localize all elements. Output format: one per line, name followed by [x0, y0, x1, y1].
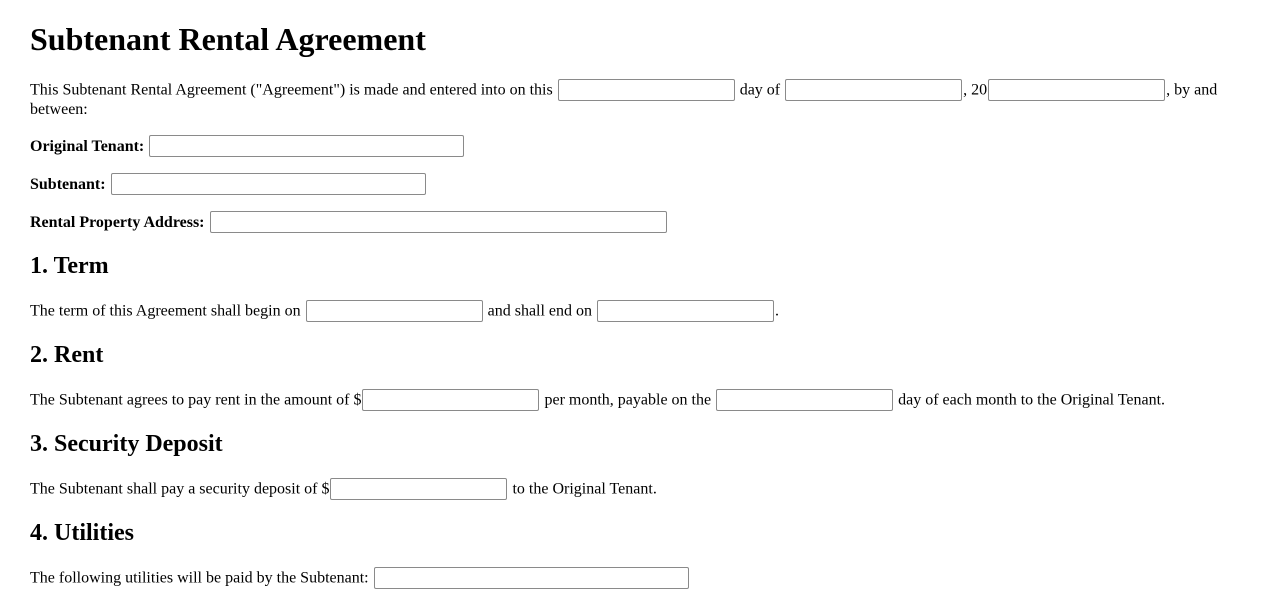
rent-paragraph — [30, 389, 1248, 411]
term-paragraph — [30, 300, 1248, 322]
section-utilities-heading: 4. Utilities — [30, 520, 134, 546]
agreement-year-input[interactable] — [988, 79, 1165, 101]
section-rent — [30, 342, 1248, 411]
rent-amount-input[interactable] — [362, 389, 539, 411]
original-tenant-row — [30, 135, 1248, 157]
section-utilities — [30, 520, 1248, 589]
security-deposit-amount-input[interactable] — [330, 478, 507, 500]
rent-text-day-of-month: day of each month to the Original Tenant. — [894, 391, 1166, 409]
agreement-day-input[interactable] — [558, 79, 735, 101]
term-text-begin-on: The term of this Agreement shall begin on — [30, 302, 305, 320]
subtenant-rental-agreement-document — [30, 21, 1248, 589]
intro-text-comma-20: , 20 — [963, 81, 988, 99]
section-security-deposit-heading: 3. Security Deposit — [30, 431, 223, 457]
rental-property-address-row — [30, 211, 1248, 233]
section-term-heading: 1. Term — [30, 253, 109, 279]
subtenant-label: Subtenant: — [30, 175, 106, 193]
page-title: Subtenant Rental Agreement — [30, 21, 426, 57]
original-tenant-input[interactable] — [149, 135, 464, 157]
term-end-date-input[interactable] — [597, 300, 774, 322]
intro-paragraph — [30, 79, 1248, 119]
rent-text-payable: per month, payable on the — [540, 391, 716, 409]
original-tenant-label: Original Tenant: — [30, 137, 145, 155]
security-deposit-paragraph — [30, 478, 1248, 500]
intro-text-day-of: day of — [735, 81, 785, 99]
term-text-period: . — [775, 302, 780, 320]
term-text-end-on: and shall end on — [483, 302, 597, 320]
utilities-input[interactable] — [374, 567, 689, 589]
rental-property-address-input[interactable] — [210, 211, 667, 233]
rent-text-amount: The Subtenant agrees to pay rent in the amount of $ — [30, 391, 362, 409]
rent-due-day-input[interactable] — [716, 389, 893, 411]
section-rent-heading: 2. Rent — [30, 342, 104, 368]
section-security-deposit — [30, 431, 1248, 500]
intro-text-before-day: This Subtenant Rental Agreement ("Agreement") is made and entered into on this — [30, 81, 557, 99]
deposit-text-to-tenant: to the Original Tenant. — [508, 480, 657, 498]
term-start-date-input[interactable] — [306, 300, 483, 322]
section-term — [30, 253, 1248, 322]
agreement-month-input[interactable] — [785, 79, 962, 101]
intro-text-by-and-between: , by and between: — [30, 81, 1218, 118]
rental-property-address-label: Rental Property Address: — [30, 213, 205, 231]
deposit-text-amount: The Subtenant shall pay a security deposit of $ — [30, 480, 330, 498]
utilities-text-paid-by: The following utilities will be paid by the Subtenant: — [30, 569, 373, 587]
subtenant-row — [30, 173, 1248, 195]
utilities-paragraph — [30, 567, 1248, 589]
subtenant-input[interactable] — [111, 173, 426, 195]
